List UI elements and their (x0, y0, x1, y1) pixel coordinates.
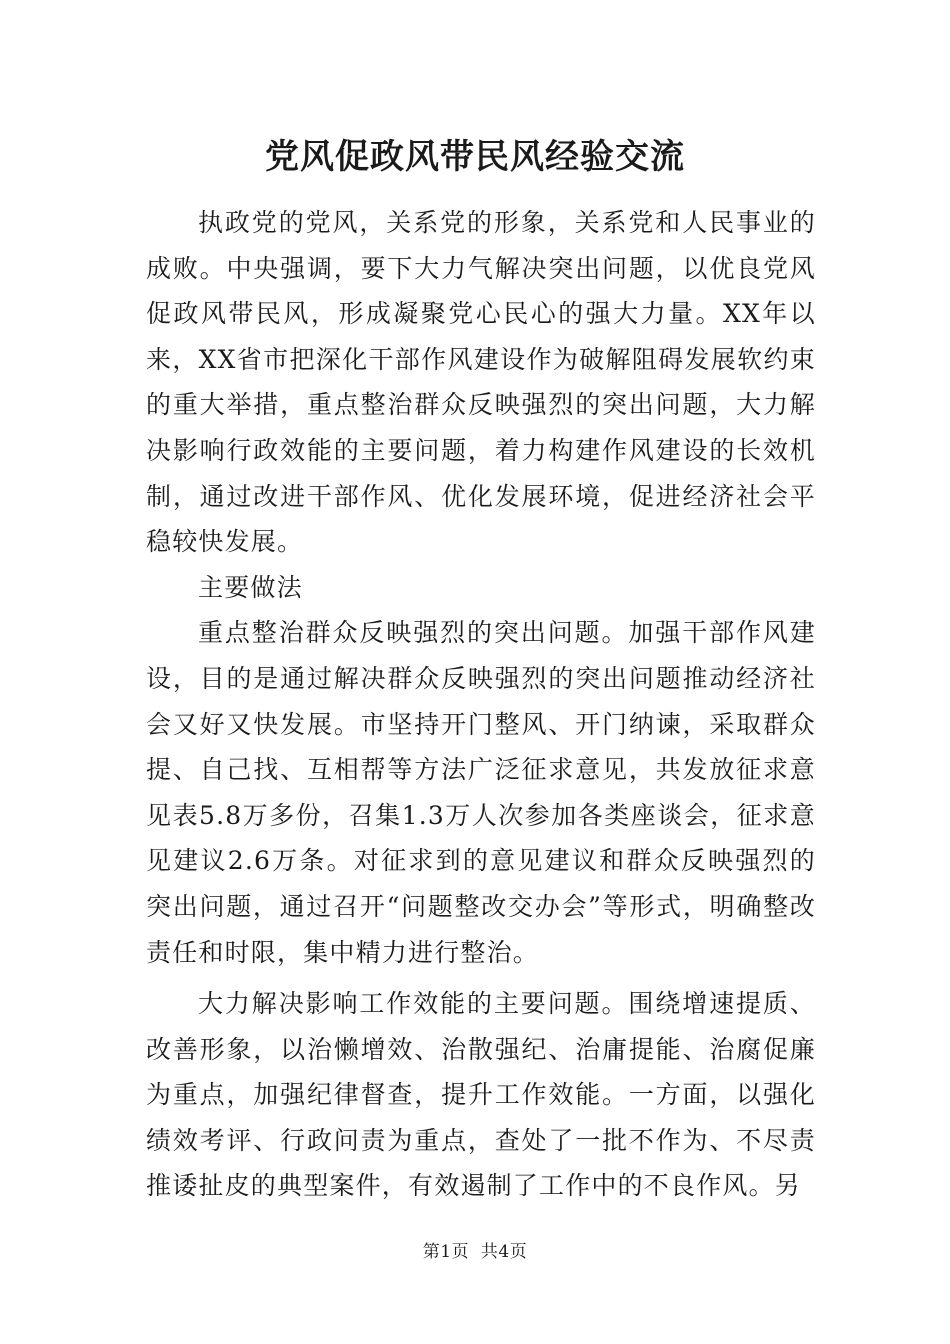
page-footer (0, 1240, 950, 1264)
section-heading: 主要做法 (198, 572, 303, 602)
page-total: 共4页 (480, 1242, 528, 1262)
paragraph-intro: 执政党的党风，关系党的形象，关系党和人民事业的成败。中央强调，要下大力气解决突出问题，以优良党风促政风带民风，形成凝聚党心民心的强大力量。XX年以来，XX省市把深化干部作风建设作为破解阻碍发展软约束的重大举措，重点整治群众反映强烈的突出问题，大力解决影响行政效能的主要问题，着力构建作风建设的长效机制，通过改进干部作风、优化发展环境，促进经济社会平稳较快发展。 (146, 208, 816, 557)
document-body (146, 200, 816, 1209)
paragraph-rectify-problems: 重点整治群众反映强烈的突出问题。加强干部作风建设，目的是通过解决群众反映强烈的突出问题推动经济社会又好又快发展。市坚持开门整风、开门纳谏，采取群众提、自己找、互相帮等方法广泛征求意见，共发放征求意见表5.8万多份，召集1.3万人次参加各类座谈会，征求意见建议2.6万条。对征求到的意见建议和群众反映强烈的突出问题，通过召开“问题整改交办会”等形式，明确整改责任和时限，集中精力进行整治。 (146, 618, 816, 967)
paragraph-efficiency: 大力解决影响工作效能的主要问题。围绕增速提质、改善形象，以治懒增效、治散强纪、治庸提能、治腐促廉为重点，加强纪律督查，提升工作效能。一方面，以强化绩效考评、行政问责为重点，查处了一批不作为、不尽责推诿扯皮的典型案件，有效遏制了工作中的不良作风。另 (146, 989, 816, 1201)
document-title: 党风促政风带民风经验交流 (265, 137, 685, 177)
page-number: 第1页 (422, 1242, 470, 1262)
